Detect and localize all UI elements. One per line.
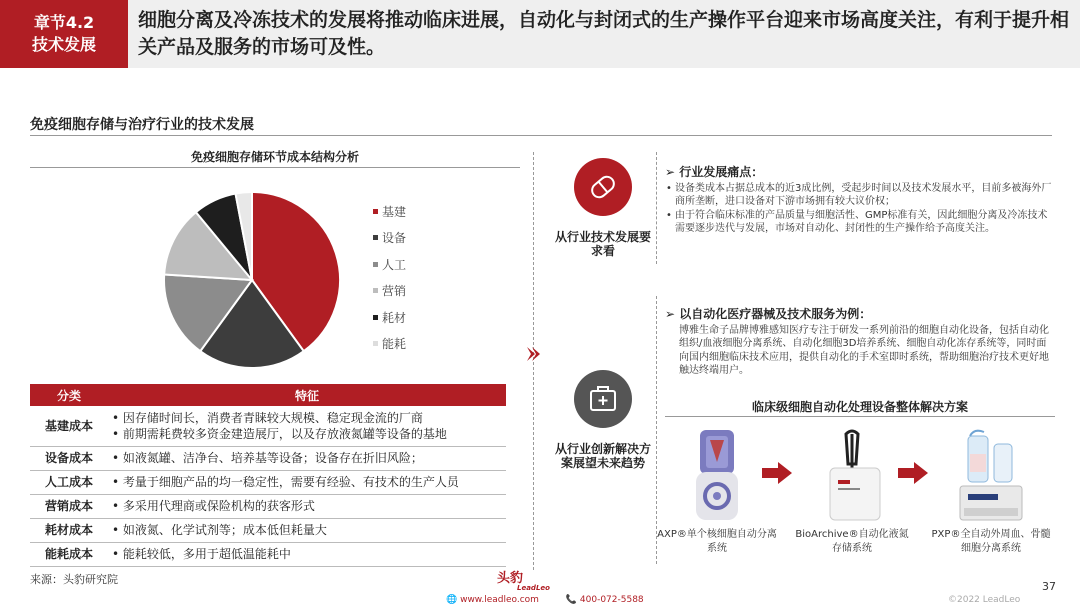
innovation-trend-label: 从行业创新解决方案展望未来趋势 bbox=[555, 442, 652, 470]
pain-points-title: ➢ 行业发展痛点： bbox=[665, 165, 764, 179]
legend-label: 能耗 bbox=[382, 337, 407, 352]
feature-item: • 如液氮、化学试剂等；成本低但耗量大 bbox=[112, 522, 502, 538]
pain-point-item: • 由于符合临床标准的产品质量与细胞活性、GMP标准有关，因此细胞分离及冷冻技术需要逐步迭代与发展，市场对自动化、封闭性的生产操作给予高度关注。 bbox=[675, 209, 1055, 236]
table-row bbox=[30, 518, 506, 542]
chapter-tag bbox=[0, 0, 128, 68]
row-category: 人工成本 bbox=[30, 470, 108, 494]
legend-swatch bbox=[373, 262, 378, 267]
legend-item bbox=[373, 225, 406, 252]
legend-swatch bbox=[373, 209, 378, 214]
feature-item: • 多采用代理商或保险机构的获客形式 bbox=[112, 498, 502, 514]
table-row bbox=[30, 542, 506, 566]
legend-item bbox=[373, 198, 406, 225]
section-divider bbox=[30, 135, 1052, 136]
row-features bbox=[108, 494, 506, 518]
table-row bbox=[30, 406, 506, 446]
legend-item bbox=[373, 304, 406, 331]
row-category: 能耗成本 bbox=[30, 542, 108, 566]
header-category: 分类 bbox=[30, 384, 108, 406]
row-category: 营销成本 bbox=[30, 494, 108, 518]
legend-item bbox=[373, 251, 406, 278]
chevron-right-icon bbox=[525, 346, 541, 362]
bioarchive-device-image bbox=[822, 428, 888, 524]
legend-label: 人工 bbox=[382, 257, 407, 272]
row-features bbox=[108, 518, 506, 542]
table-row bbox=[30, 494, 506, 518]
device-label: PXP®全自动外周血、骨髓细胞分离系统 bbox=[931, 529, 1051, 554]
row-features bbox=[108, 406, 506, 446]
pill-icon bbox=[574, 158, 632, 216]
chart-title-divider bbox=[30, 167, 520, 168]
legend-swatch bbox=[373, 341, 378, 346]
row-category: 设备成本 bbox=[30, 446, 108, 470]
legend-swatch bbox=[373, 288, 378, 293]
legend-label: 设备 bbox=[382, 231, 407, 246]
table-header-row bbox=[30, 384, 506, 406]
legend-item bbox=[373, 278, 406, 305]
chapter-number: 章节4.2 bbox=[33, 13, 95, 32]
row-category: 基建成本 bbox=[30, 406, 108, 446]
section-title: 免疫细胞存储与治疗行业的技术发展 bbox=[30, 117, 254, 133]
page-number: 37 bbox=[1042, 580, 1056, 593]
source-note: 来源：头豹研究院 bbox=[30, 573, 118, 586]
pain-points-block bbox=[665, 166, 1055, 236]
website-link[interactable]: 🌐 www.leadleo.com bbox=[446, 595, 539, 605]
chart-legend bbox=[373, 198, 406, 357]
device-label: BioArchive®自动化液氮存储系统 bbox=[795, 529, 909, 554]
pain-point-item: • 设备类成本占据总成本的近3成比例，受起步时间以及技术发展水平，目前多被海外厂商所垄断，进口设备对下游市场拥有较大议价权； bbox=[675, 182, 1055, 209]
cost-table bbox=[30, 384, 506, 567]
pie-chart bbox=[160, 188, 344, 372]
vertical-divider bbox=[656, 152, 657, 264]
row-category: 耗材成本 bbox=[30, 518, 108, 542]
axp-device-image bbox=[688, 426, 746, 524]
solution-title: 临床级细胞自动化处理设备整体解决方案 bbox=[751, 400, 968, 414]
row-features bbox=[108, 542, 506, 566]
tech-requirement-label: 从行业技术发展要求看 bbox=[555, 230, 652, 258]
solution-divider bbox=[665, 416, 1055, 417]
pxp-device-image bbox=[954, 428, 1028, 524]
medkit-icon bbox=[574, 370, 632, 428]
legend-item bbox=[373, 331, 406, 358]
row-features bbox=[108, 470, 506, 494]
feature-item: • 如液氮罐、洁净台、培养基等设备；设备存在折旧风险； bbox=[112, 450, 502, 466]
header-feature: 特征 bbox=[108, 384, 506, 406]
arrow-right-icon bbox=[898, 462, 928, 484]
brand-logo bbox=[497, 567, 550, 592]
table-row bbox=[30, 446, 506, 470]
page-title: 细胞分离及冷冻技术的发展将推动临床进展，自动化与封闭式的生产操作平台迎来市场高度关注，有利于提升相关产品及服务的市场可及性。 bbox=[128, 0, 1080, 68]
table-row bbox=[30, 470, 506, 494]
legend-swatch bbox=[373, 315, 378, 320]
case-block bbox=[665, 308, 1055, 378]
case-text: 博雅生命子品牌博雅感知医疗专注于研发一系列前沿的细胞自动化设备，包括自动化组织/血液细胞分离系统、自动化细胞3D培养系统、细胞自动化冻存系统等，同时面向国内细胞临床技术应用，提供自动化的手术室即时系统，帮助细胞治疗技术更好地触达终端用户。 bbox=[679, 324, 1049, 376]
feature-item: • 能耗较低，多用于超低温能耗中 bbox=[112, 546, 502, 562]
logo-text: 头豹 bbox=[497, 571, 524, 586]
feature-item: • 因存储时间长，消费者青睐较大规模、稳定现金流的厂商 bbox=[112, 410, 502, 426]
case-title: ➢ 以自动化医疗器械及技术服务为例： bbox=[665, 307, 872, 321]
legend-label: 耗材 bbox=[382, 310, 407, 325]
phone-number: 📞 400-072-5588 bbox=[565, 595, 644, 605]
device-label: AXP®单个核细胞自动分离系统 bbox=[657, 529, 777, 554]
vertical-divider bbox=[656, 296, 657, 564]
legend-label: 基建 bbox=[382, 204, 407, 219]
feature-item: • 前期需耗费较多资金建造展厅，以及存放液氮罐等设备的基地 bbox=[112, 426, 502, 442]
arrow-right-icon bbox=[762, 462, 792, 484]
legend-swatch bbox=[373, 235, 378, 240]
logo-subtext: LeadLeo bbox=[517, 584, 550, 592]
copyright: ©2022 LeadLeo bbox=[948, 595, 1021, 605]
chart-title: 免疫细胞存储环节成本结构分析 bbox=[190, 150, 359, 164]
feature-item: • 考量于细胞产品的均一稳定性，需要有经验、有技术的生产人员 bbox=[112, 474, 502, 490]
footer-contacts bbox=[446, 595, 668, 605]
legend-label: 营销 bbox=[382, 284, 407, 299]
row-features bbox=[108, 446, 506, 470]
chapter-name: 技术发展 bbox=[31, 35, 96, 54]
